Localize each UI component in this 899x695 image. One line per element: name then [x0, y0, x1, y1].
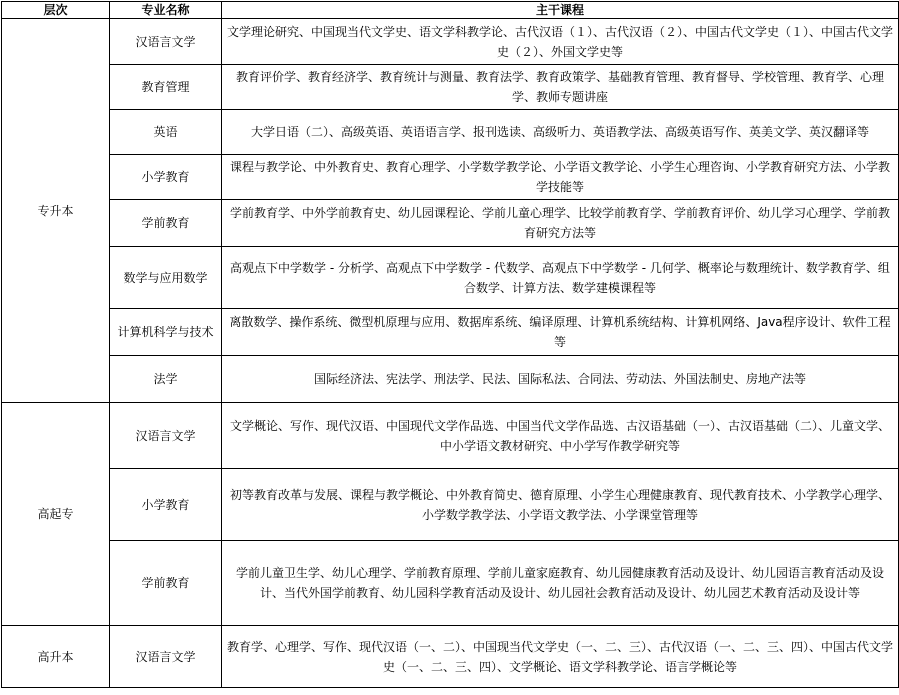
courses-cell: 大学日语（二）、高级英语、英语语言学、报刊选读、高级听力、英语教学法、高级英语写作、英美文学、英汉翻译等 — [222, 110, 899, 155]
courses-cell: 教育学、心理学、写作、现代汉语（一、二）、中国现当代文学史（一、二、三）、古代汉语（一、二、三、四）、中国古代文学史（一、二、三、四）、文学概论、语文学科教学论、语言学概论等 — [222, 626, 899, 688]
courses-cell: 学前儿童卫生学、幼儿心理学、学前教育原理、学前儿童家庭教育、幼儿园健康教育活动及设计、幼儿园语言教育活动及设计、当代外国学前教育、幼儿园科学教育活动及设计、幼儿园社会教育活动及设计、幼儿园艺术教育活动及设计等 — [222, 541, 899, 626]
level-cell: 高起专 — [2, 403, 110, 626]
table-row — [2, 19, 899, 65]
major-cell: 法学 — [110, 356, 222, 403]
header-courses: 主干课程 — [222, 2, 899, 19]
major-cell: 数学与应用数学 — [110, 247, 222, 309]
major-cell: 汉语言文学 — [110, 626, 222, 688]
major-cell: 学前教育 — [110, 541, 222, 626]
table-row — [2, 309, 899, 356]
table-row — [2, 65, 899, 110]
table-row — [2, 247, 899, 309]
major-cell: 教育管理 — [110, 65, 222, 110]
header-row — [2, 2, 899, 19]
table-row — [2, 626, 899, 688]
major-cell: 计算机科学与技术 — [110, 309, 222, 356]
courses-cell: 离散数学、操作系统、微型机原理与应用、数据库系统、编译原理、计算机系统结构、计算机网络、Java程序设计、软件工程等 — [222, 309, 899, 356]
header-level: 层次 — [2, 2, 110, 19]
courses-cell: 初等教育改革与发展、课程与教学概论、中外教育简史、德育原理、小学生心理健康教育、现代教育技术、小学教学心理学、小学数学教学法、小学语文教学法、小学课堂管理等 — [222, 469, 899, 541]
major-cell: 小学教育 — [110, 469, 222, 541]
courses-cell: 国际经济法、宪法学、刑法学、民法、国际私法、合同法、劳动法、外国法制史、房地产法等 — [222, 356, 899, 403]
table-row — [2, 200, 899, 247]
courses-cell: 课程与教学论、中外教育史、教育心理学、小学数学教学论、小学语文教学论、小学生心理咨询、小学教育研究方法、小学教学技能等 — [222, 155, 899, 200]
table-row — [2, 356, 899, 403]
courses-cell: 高观点下中学数学 - 分析学、高观点下中学数学 - 代数学、高观点下中学数学 - 几何学、概率论与数理统计、数学教育学、组合数学、计算方法、数学建模课程等 — [222, 247, 899, 309]
level-cell: 专升本 — [2, 19, 110, 403]
level-cell: 高升本 — [2, 626, 110, 688]
courses-cell: 教育评价学、教育经济学、教育统计与测量、教育法学、教育政策学、基础教育管理、教育督导、学校管理、教育学、心理学、教师专题讲座 — [222, 65, 899, 110]
major-cell: 汉语言文学 — [110, 19, 222, 65]
courses-cell: 学前教育学、中外学前教育史、幼儿园课程论、学前儿童心理学、比较学前教育学、学前教育评价、幼儿学习心理学、学前教育研究方法等 — [222, 200, 899, 247]
table-row — [2, 469, 899, 541]
major-cell: 汉语言文学 — [110, 403, 222, 469]
table-row — [2, 110, 899, 155]
header-major: 专业名称 — [110, 2, 222, 19]
table-row — [2, 155, 899, 200]
table-row — [2, 403, 899, 469]
courses-cell: 文学理论研究、中国现当代文学史、语文学科教学论、古代汉语（１）、古代汉语（２）、中国古代文学史（１）、中国古代文学史（２）、外国文学史等 — [222, 19, 899, 65]
courses-cell: 文学概论、写作、现代汉语、中国现代文学作品选、中国当代文学作品选、古汉语基础（一）、古汉语基础（二）、儿童文学、中小学语文教材研究、中小学写作教学研究等 — [222, 403, 899, 469]
curriculum-table — [1, 1, 899, 688]
major-cell: 小学教育 — [110, 155, 222, 200]
major-cell: 学前教育 — [110, 200, 222, 247]
major-cell: 英语 — [110, 110, 222, 155]
table-row — [2, 541, 899, 626]
